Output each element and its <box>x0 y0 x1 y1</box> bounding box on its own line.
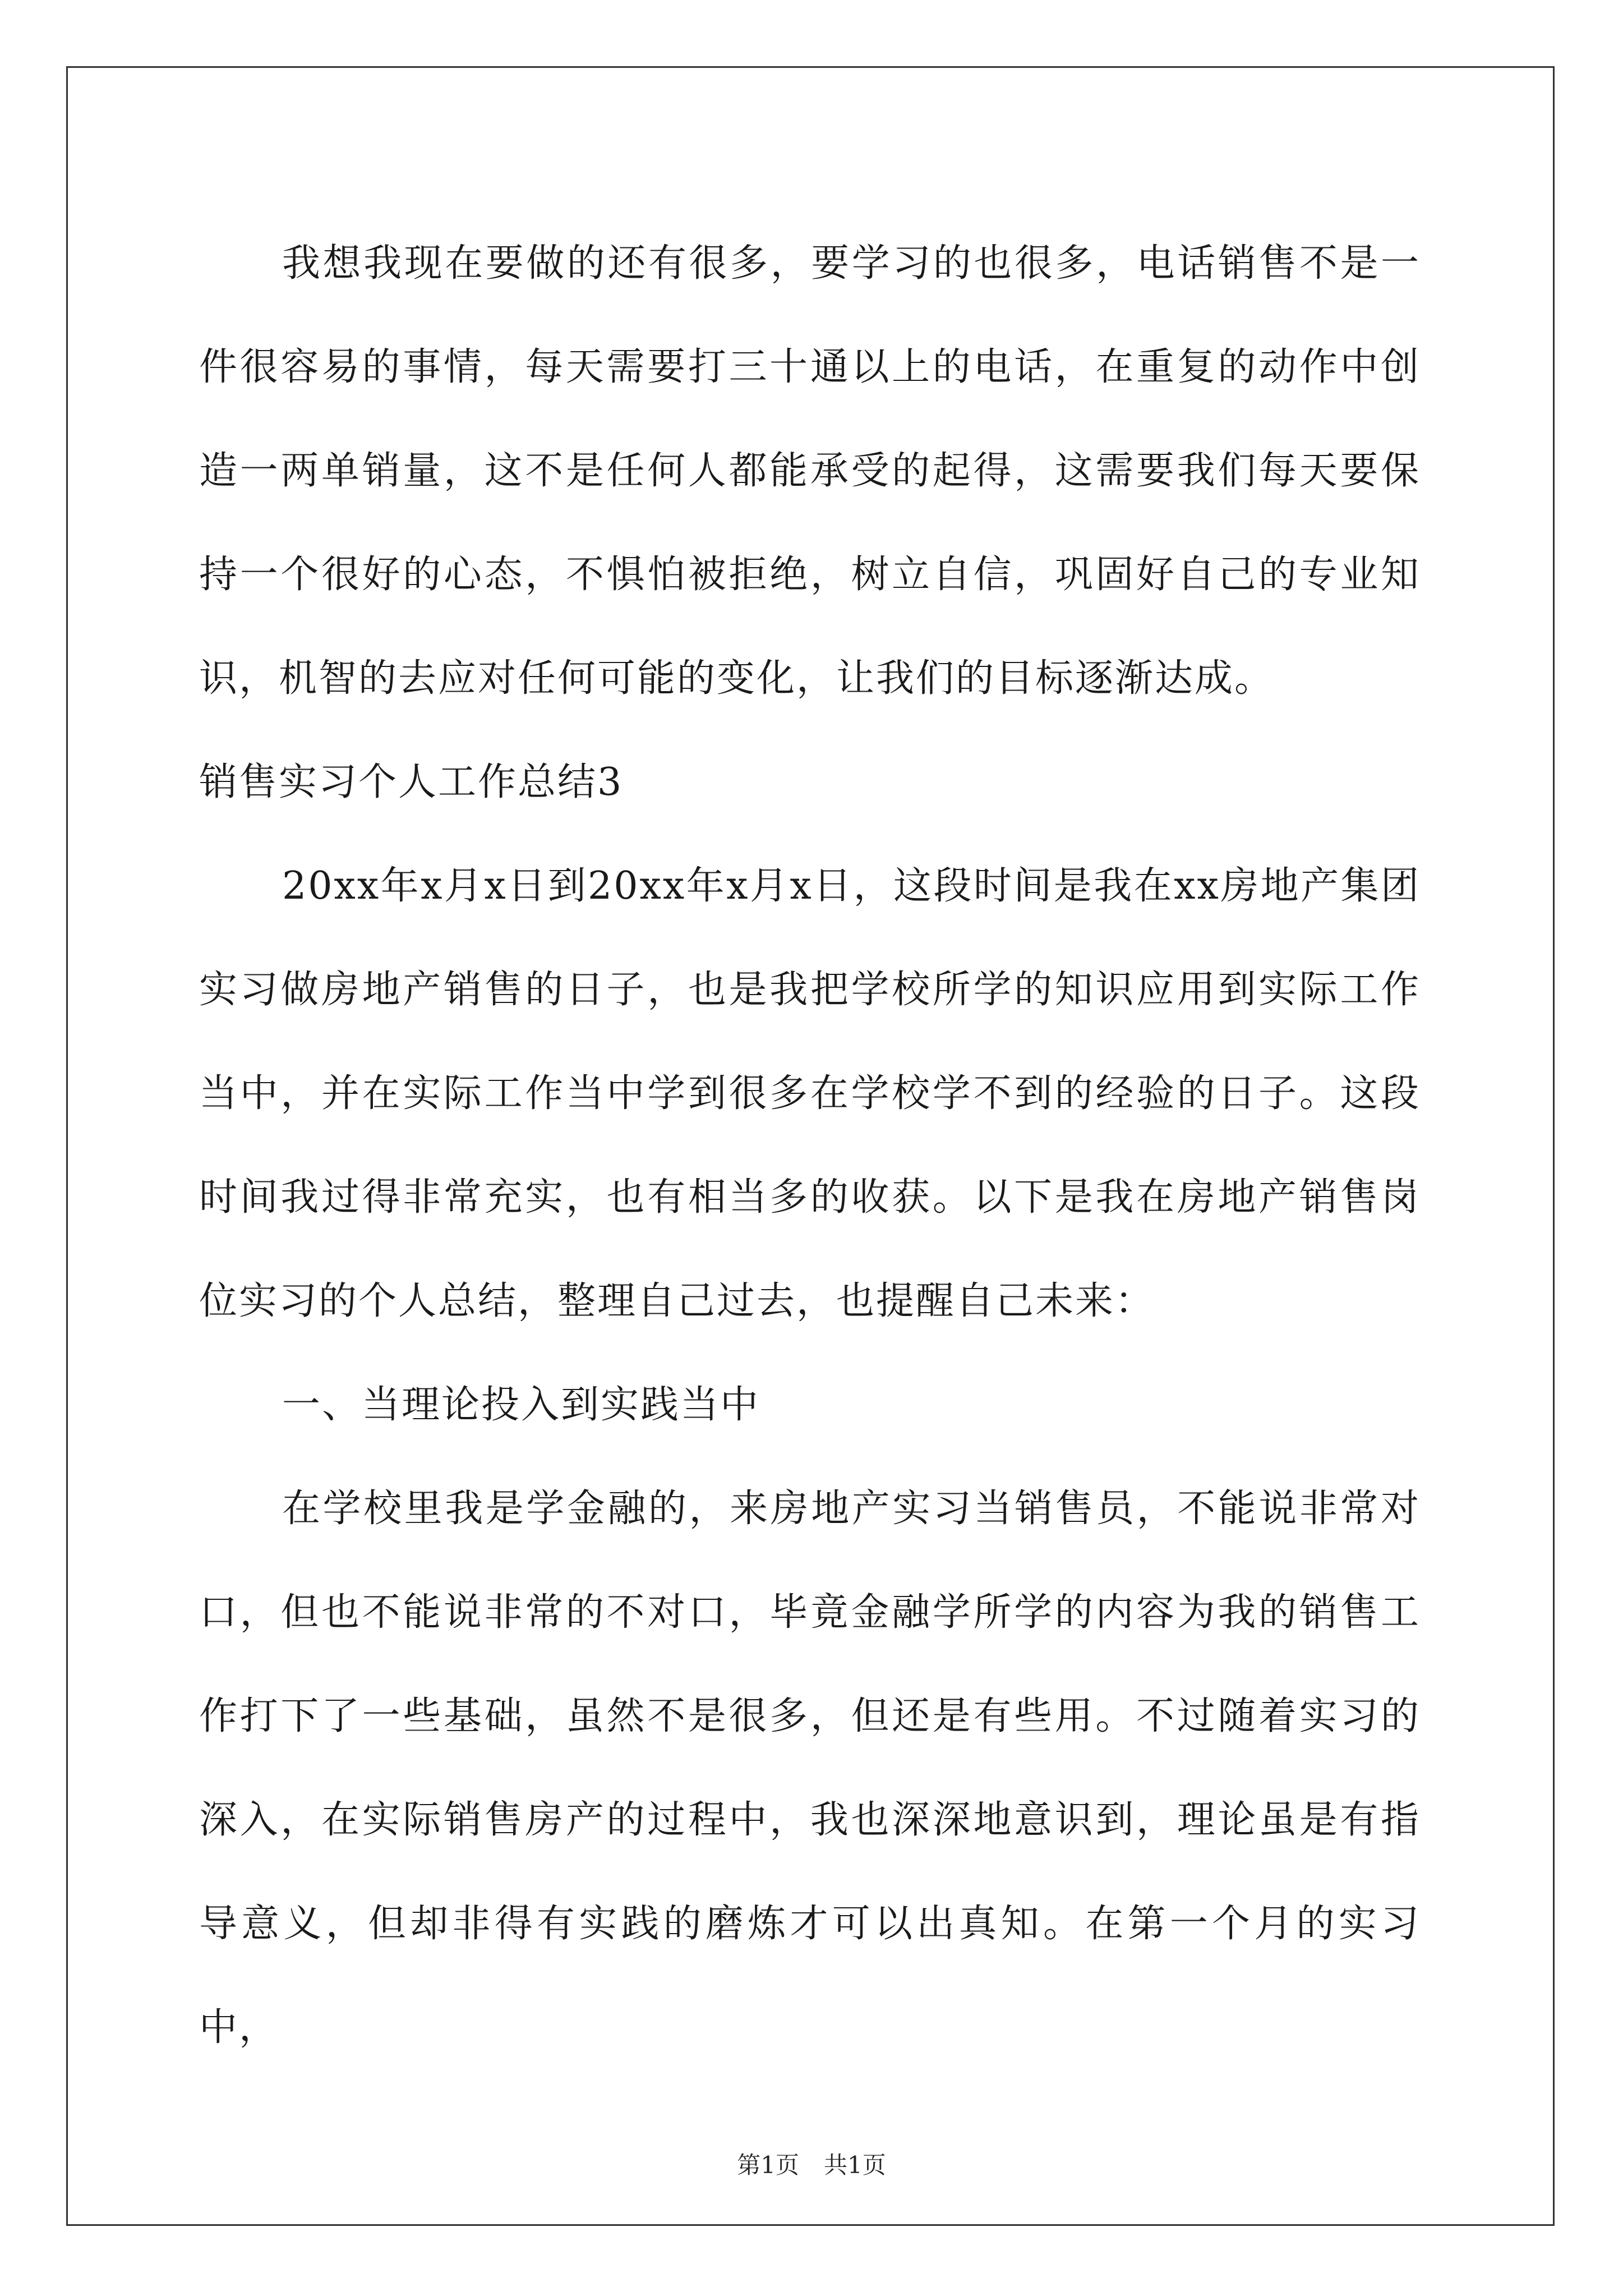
section-title: 销售实习个人工作总结3 <box>199 760 624 804</box>
page-number-current: 第1页 <box>737 2151 799 2179</box>
page-number-total: 共1页 <box>824 2151 886 2179</box>
document-body <box>199 211 1421 2079</box>
paragraph-finance-background: 在学校里我是学金融的，来房地产实习当销售员，不能说非常对口，但也不能说非常的不对口，毕竟金融学所学的内容为我的销售工作打下了一些基础，虽然不是很多，但还是有些用。不过随着实习的深入，在实际销售房产的过程中，我也深深地意识到，理论虽是有指导意义，但却非得有实践的磨炼才可以出真知。在第一个月的实习中， <box>199 1487 1421 2050</box>
page-footer <box>0 2148 1623 2182</box>
subheading-theory-practice: 一、当理论投入到实践当中 <box>282 1383 760 1427</box>
paragraph-internship-intro: 20xx年x月x日到20xx年x月x日，这段时间是我在xx房地产集团实习做房地产销售的日子，也是我把学校所学的知识应用到实际工作当中，并在实际工作当中学到很多在学校学不到的经验的日子。这段时间我过得非常充实，也有相当多的收获。以下是我在房地产销售岗位实习的个人总结，整理自己过去，也提醒自己未来： <box>199 864 1421 1323</box>
paragraph-phone-sales: 我想我现在要做的还有很多，要学习的也很多，电话销售不是一件很容易的事情，每天需要打三十通以上的电话，在重复的动作中创造一两单销量，这不是任何人都能承受的起得，这需要我们每天要保持一个很好的心态，不惧怕被拒绝，树立自信，巩固好自己的专业知识，机智的去应对任何可能的变化，让我们的目标逐渐达成。 <box>199 241 1421 701</box>
